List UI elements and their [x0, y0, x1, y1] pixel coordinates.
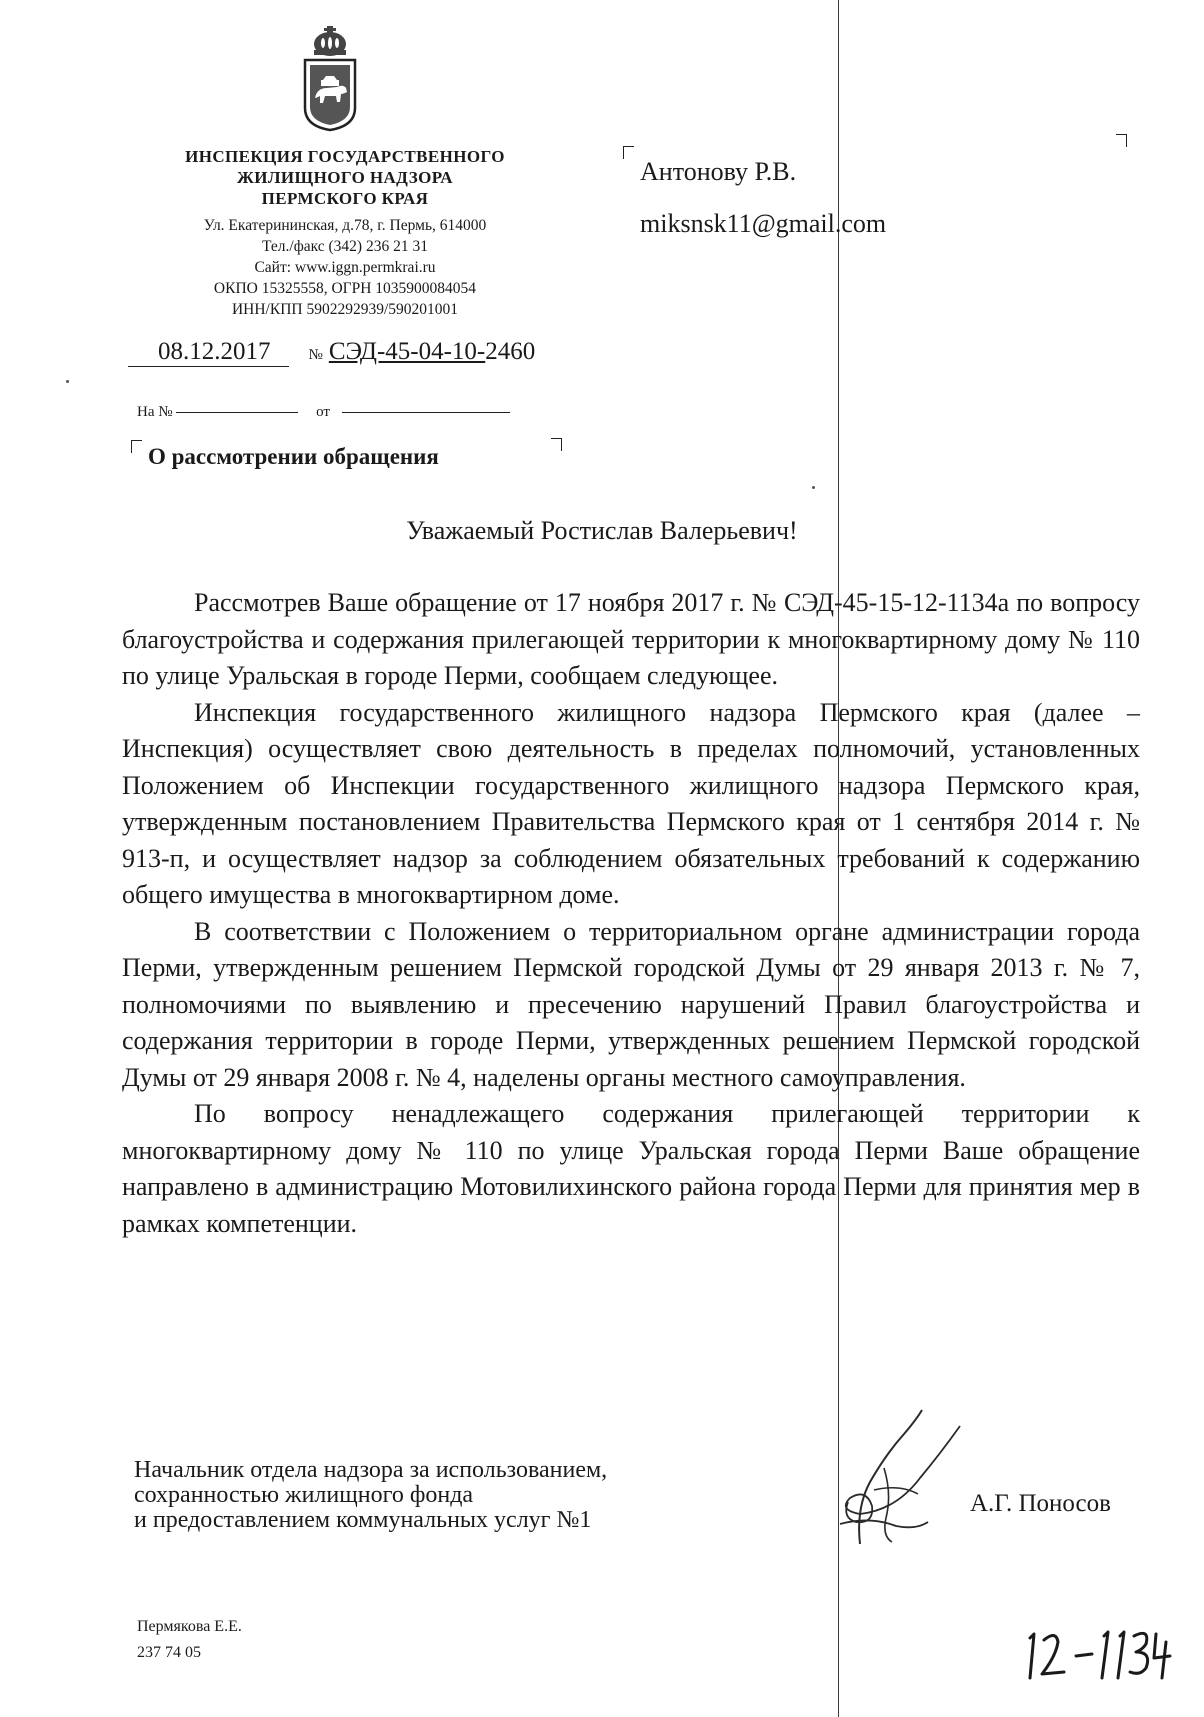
executor-block	[137, 1614, 242, 1666]
org-name-line-2: ЖИЛИЩНОГО НАДЗОРА	[236, 168, 453, 187]
executor-phone: 237 74 05	[137, 1644, 201, 1661]
scan-speck	[812, 486, 815, 489]
ref-number-label: На №	[137, 404, 173, 420]
body-paragraph: В соответствии с Положением о территориальном органе администрации города Перми, утвержденным решением Пермской городской Думы от 29 января 2013 г. № 7, полномочиями по выявлению и пресечению нарушений Правил благоустройства и содержания территории в городе Перми, утвержденных решением Пермской городской Думы от 29 января 2008 г. № 4, наделены органы местного самоуправления.	[122, 916, 1140, 1092]
org-okpo: ОКПО 15325558, ОГРН 1035900084054	[213, 280, 477, 297]
addressee-name: Антонову Р.В.	[640, 157, 797, 186]
addressee-email: miksnsk11@gmail.com	[640, 209, 887, 238]
reference-line	[137, 404, 510, 421]
letter-subject: О рассмотрении обращения	[148, 444, 439, 469]
signatory-title-line-3: и предоставлением коммунальных услуг №1	[134, 1507, 592, 1533]
letter-body	[122, 585, 1140, 1242]
addressee-bracket-right	[1116, 134, 1127, 147]
ref-date-blank	[342, 412, 510, 413]
handwritten-note	[1022, 1620, 1172, 1682]
scan-speck	[66, 380, 69, 383]
signatory-title-line-1: Начальник отдела надзора за использованием,	[134, 1457, 608, 1483]
org-phone: Тел./факс (342) 236 21 31	[262, 238, 428, 255]
org-details	[148, 215, 542, 320]
addressee-bracket-left	[623, 146, 634, 159]
executor-name: Пермякова Е.Е.	[137, 1618, 242, 1635]
org-site: Сайт: www.iggn.permkrai.ru	[254, 259, 436, 276]
registration-number-tail: 2460	[485, 338, 536, 365]
org-name-line-3: ПЕРМСКОГО КРАЯ	[261, 189, 429, 208]
ref-number-blank	[176, 412, 298, 413]
registration-number: СЭД-45-04-10-	[328, 338, 486, 365]
subject-bracket-right	[551, 438, 562, 451]
org-name-line-1: ИНСПЕКЦИЯ ГОСУДАРСТВЕННОГО	[185, 147, 505, 166]
organization-header	[148, 146, 542, 320]
subject-bracket-left	[131, 440, 142, 453]
org-inn: ИНН/КПП 5902292939/590201001	[231, 301, 459, 318]
registration-date: 08.12.2017	[128, 338, 289, 367]
number-label: №	[308, 347, 323, 363]
body-paragraph: Рассмотрев Ваше обращение от 17 ноября 2017 г. № СЭД-45-15-12-1134а по вопросу благоустройства и содержания прилегающей территории к многоквартирному дому № 110 по улице Уральская в городе Перми, сообщаем следующее.	[122, 588, 1140, 690]
greeting: Уважаемый Ростислав Валерьевич!	[406, 516, 798, 545]
handwritten-signature	[800, 1398, 970, 1548]
body-paragraph: Инспекция государственного жилищного надзора Пермского края (далее – Инспекция) осуществляет свою деятельность в пределах полномочий, установленных Положением об Инспекции государственного жилищного надзора Пермского края, утвержденным постановлением Правительства Пермского края от 1 сентября 2014 г. № 913-п, и осуществляет надзор за соблюдением обязательных требований к содержанию общего имущества в многоквартирном доме.	[122, 697, 1140, 909]
addressee-block	[640, 146, 886, 250]
org-address: Ул. Екатерининская, д.78, г. Пермь, 614000	[203, 217, 487, 234]
ref-from-label: от	[316, 404, 330, 420]
signatory-title-line-2: сохранностью жилищного фонда	[134, 1482, 474, 1508]
signatory-title	[134, 1458, 754, 1533]
signatory-name: А.Г. Поносов	[970, 1490, 1111, 1517]
body-paragraph: По вопросу ненадлежащего содержания прилегающей территории к многоквартирному дому № 110 по улице Уральская города Перми Ваше обращение направлено в администрацию Мотовилихинского района города Перми для принятия мер в рамках компетенции.	[122, 1099, 1140, 1238]
coat-of-arms-emblem	[301, 24, 359, 132]
registration-line	[128, 338, 535, 367]
